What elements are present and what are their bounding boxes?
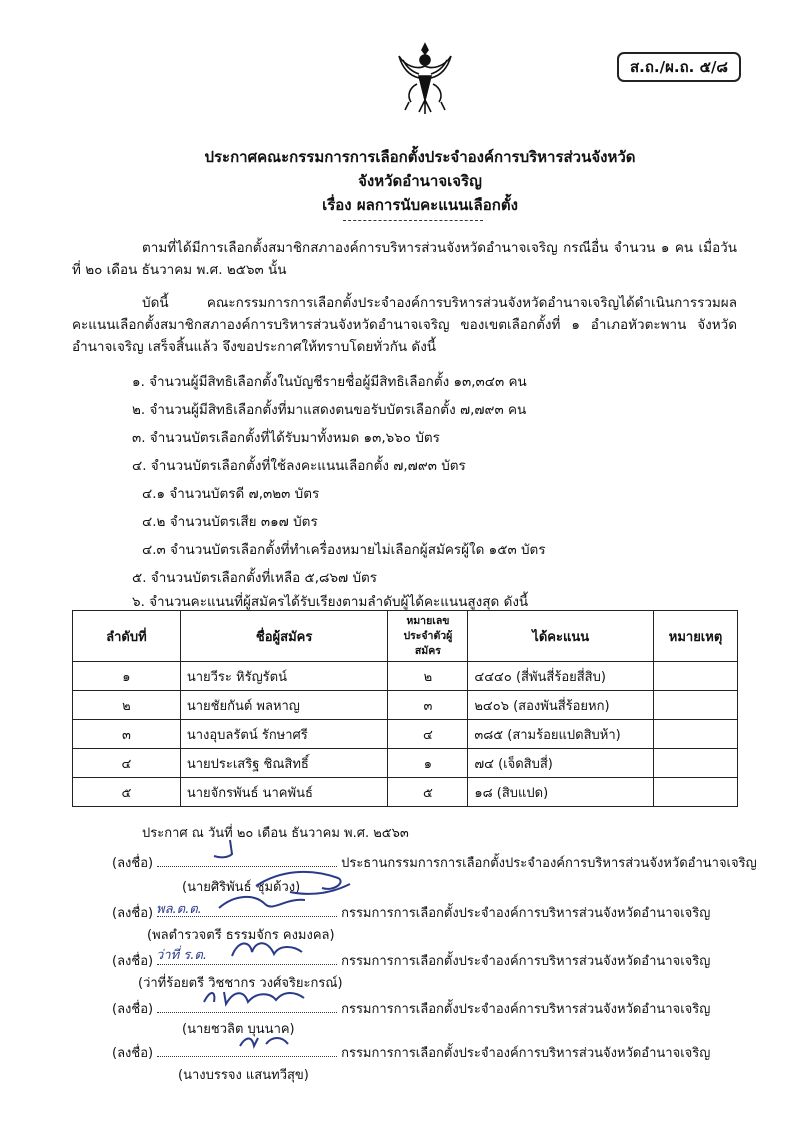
name-header: ชื่อผู้สมัคร	[180, 611, 388, 662]
number-cell: ๕	[388, 778, 468, 807]
handwritten-signature	[210, 838, 240, 862]
name-cell: นางอุบลรัตน์ รักษาศรี	[180, 720, 388, 749]
sign-prefix: (ลงชื่อ)	[112, 954, 154, 969]
signer-role: กรรมการการเลือกตั้งประจำองค์การบริหารส่วนจังหวัดอำนาจเจริญ	[341, 906, 711, 921]
sign-prefix: (ลงชื่อ)	[112, 856, 154, 871]
rank-cell: ๒	[73, 691, 181, 720]
votes-cell: ๑๘ (สิบแปด)	[468, 778, 654, 807]
signer-name: (ว่าที่ร้อยตรี วิชชากร วงศ์จริยะกรณ์)	[138, 976, 343, 991]
table-row	[73, 749, 738, 778]
note-cell	[654, 749, 738, 778]
signer-role: กรรมการการเลือกตั้งประจำองค์การบริหารส่วนจังหวัดอำนาจเจริญ	[341, 1002, 711, 1017]
note-cell	[654, 720, 738, 749]
list-item: ๒. จำนวนผู้มีสิทธิเลือกตั้งที่มาแสดงตนขอรับบัตรเลือกตั้ง ๗,๗๙๓ คน	[132, 402, 527, 418]
number-cell: ๒	[388, 662, 468, 691]
name-cell: นายวีระ หิรัญรัตน์	[180, 662, 388, 691]
note-cell	[654, 778, 738, 807]
signer-name: (พลตำรวจตรี ธรรมจักร คงมงคล)	[147, 928, 335, 943]
votes-cell: ๗๔ (เจ็ดสิบสี่)	[468, 749, 654, 778]
number-header	[388, 611, 468, 662]
signer-name: (นายชวลิต บุนนาค)	[182, 1022, 295, 1037]
sign-prefix: (ลงชื่อ)	[112, 1002, 154, 1017]
list-item: ๕. จำนวนบัตรเลือกตั้งที่เหลือ ๕,๘๖๗ บัตร	[132, 570, 378, 586]
list-item: ๔.๒ จำนวนบัตรเสีย ๓๑๗ บัตร	[142, 514, 318, 530]
announcement-title: ประกาศคณะกรรมการการเลือกตั้งประจำองค์การบริหารส่วนจังหวัด	[204, 148, 636, 166]
votes-cell: ๔๔๔๐ (สี่พันสี่ร้อยสี่สิบ)	[468, 662, 654, 691]
signer-role: กรรมการการเลือกตั้งประจำองค์การบริหารส่วนจังหวัดอำนาจเจริญ	[341, 954, 711, 969]
title-divider	[343, 220, 483, 221]
province-title: จังหวัดอำนาจเจริญ	[358, 172, 482, 190]
sign-prefix: (ลงชื่อ)	[112, 906, 154, 921]
name-cell: นายประเสริฐ ชิณสิทธิ์	[180, 749, 388, 778]
number-header-line2: ประจำตัวผู้สมัคร	[403, 629, 453, 657]
result-paragraph: บัดนี้ คณะกรรมการการเลือกตั้งประจำองค์การบริหารส่วนจังหวัดอำนาจเจริญได้ดำเนินการรวมผลคะแนนเลือกตั้งสมาชิกสภาองค์การบริหารส่วนจังหวัดอำนาจเจริญ ของเขตเลือกตั้งที่ ๑ อำเภอหัวตะพาน จังหวัดอำนาจเจริญ เสร็จสิ้นแล้ว จึงขอประกาศให้ทราบโดยทั่วกัน ดังนี้	[72, 295, 737, 355]
results-table	[72, 610, 738, 807]
form-code-badge: ส.ถ./ผ.ถ. ๕/๘	[617, 52, 741, 82]
handwritten-signature	[215, 890, 315, 916]
list-item: ๔.๓ จำนวนบัตรเลือกตั้งที่ทำเครื่องหมายไม่เลือกผู้สมัครผู้ใด ๑๕๓ บัตร	[142, 542, 546, 558]
announce-date: ประกาศ ณ วันที่ ๒๐ เดือน ธันวาคม พ.ศ. ๒๕๖๓	[142, 826, 409, 841]
signature-line	[112, 1042, 710, 1063]
list-item: ๔.๑ จำนวนบัตรดี ๗,๓๒๓ บัตร	[142, 486, 320, 502]
handwritten-rank: ว่าที่ ร.ต.	[156, 948, 207, 963]
handwritten-signature	[236, 1032, 296, 1052]
rank-cell: ๓	[73, 720, 181, 749]
table-row	[73, 662, 738, 691]
handwritten-signature	[228, 936, 308, 962]
handwritten-rank: พล.ต.ต.	[156, 902, 202, 917]
rank-header: ลำดับที่	[73, 611, 181, 662]
intro-paragraph: ตามที่ได้มีการเลือกตั้งสมาชิกสภาองค์การบริหารส่วนจังหวัดอำนาจเจริญ กรณีอื่น จำนวน ๑ คน เมื่อวันที่ ๒๐ เดือน ธันวาคม พ.ศ. ๒๕๖๓ นั้น	[72, 240, 737, 278]
note-cell	[654, 691, 738, 720]
rank-cell: ๕	[73, 778, 181, 807]
signer-name: (นายศิริพันธ์ ชุ่มด้วง)	[182, 880, 301, 895]
number-header-line1: หมายเลข	[406, 614, 450, 627]
garuda-emblem-icon	[395, 40, 455, 118]
list-item: ๖. จำนวนคะแนนที่ผู้สมัครได้รับเรียงตามลำดับผู้ได้คะแนนสูงสุด ดังนี้	[132, 594, 529, 610]
number-cell: ๓	[388, 691, 468, 720]
rank-cell: ๔	[73, 749, 181, 778]
sign-prefix: (ลงชื่อ)	[112, 1046, 154, 1061]
signer-role: กรรมการการเลือกตั้งประจำองค์การบริหารส่วนจังหวัดอำนาจเจริญ	[341, 1046, 711, 1061]
note-header: หมายเหตุ	[654, 611, 738, 662]
list-item: ๔. จำนวนบัตรเลือกตั้งที่ใช้ลงคะแนนเลือกตั้ง ๗,๗๙๓ บัตร	[132, 458, 466, 474]
number-cell: ๑	[388, 749, 468, 778]
signer-role: ประธานกรรมการการเลือกตั้งประจำองค์การบริหารส่วนจังหวัดอำนาจเจริญ	[341, 856, 757, 871]
note-cell	[654, 662, 738, 691]
table-row	[73, 691, 738, 720]
handwritten-signature	[200, 984, 310, 1010]
votes-header: ได้คะแนน	[468, 611, 654, 662]
table-row	[73, 720, 738, 749]
table-row	[73, 778, 738, 807]
rank-cell: ๑	[73, 662, 181, 691]
votes-cell: ๓๘๕ (สามร้อยแปดสิบห้า)	[468, 720, 654, 749]
signature-line	[112, 852, 757, 873]
list-item: ๓. จำนวนบัตรเลือกตั้งที่ได้รับมาทั้งหมด ๑๓,๖๖๐ บัตร	[132, 430, 440, 446]
list-item: ๑. จำนวนผู้มีสิทธิเลือกตั้งในบัญชีรายชื่อผู้มีสิทธิเลือกตั้ง ๑๓,๓๔๓ คน	[132, 374, 527, 390]
votes-cell: ๒๔๐๖ (สองพันสี่ร้อยหก)	[468, 691, 654, 720]
name-cell: นายจักรพันธ์ นาคพันธ์	[180, 778, 388, 807]
subject-title: เรื่อง ผลการนับคะแนนเลือกตั้ง	[322, 196, 518, 214]
table-header-row	[73, 611, 738, 662]
name-cell: นายชัยกันต์ พลหาญ	[180, 691, 388, 720]
number-cell: ๔	[388, 720, 468, 749]
signer-name: (นางบรรจง แสนทวีสุข)	[178, 1068, 309, 1083]
